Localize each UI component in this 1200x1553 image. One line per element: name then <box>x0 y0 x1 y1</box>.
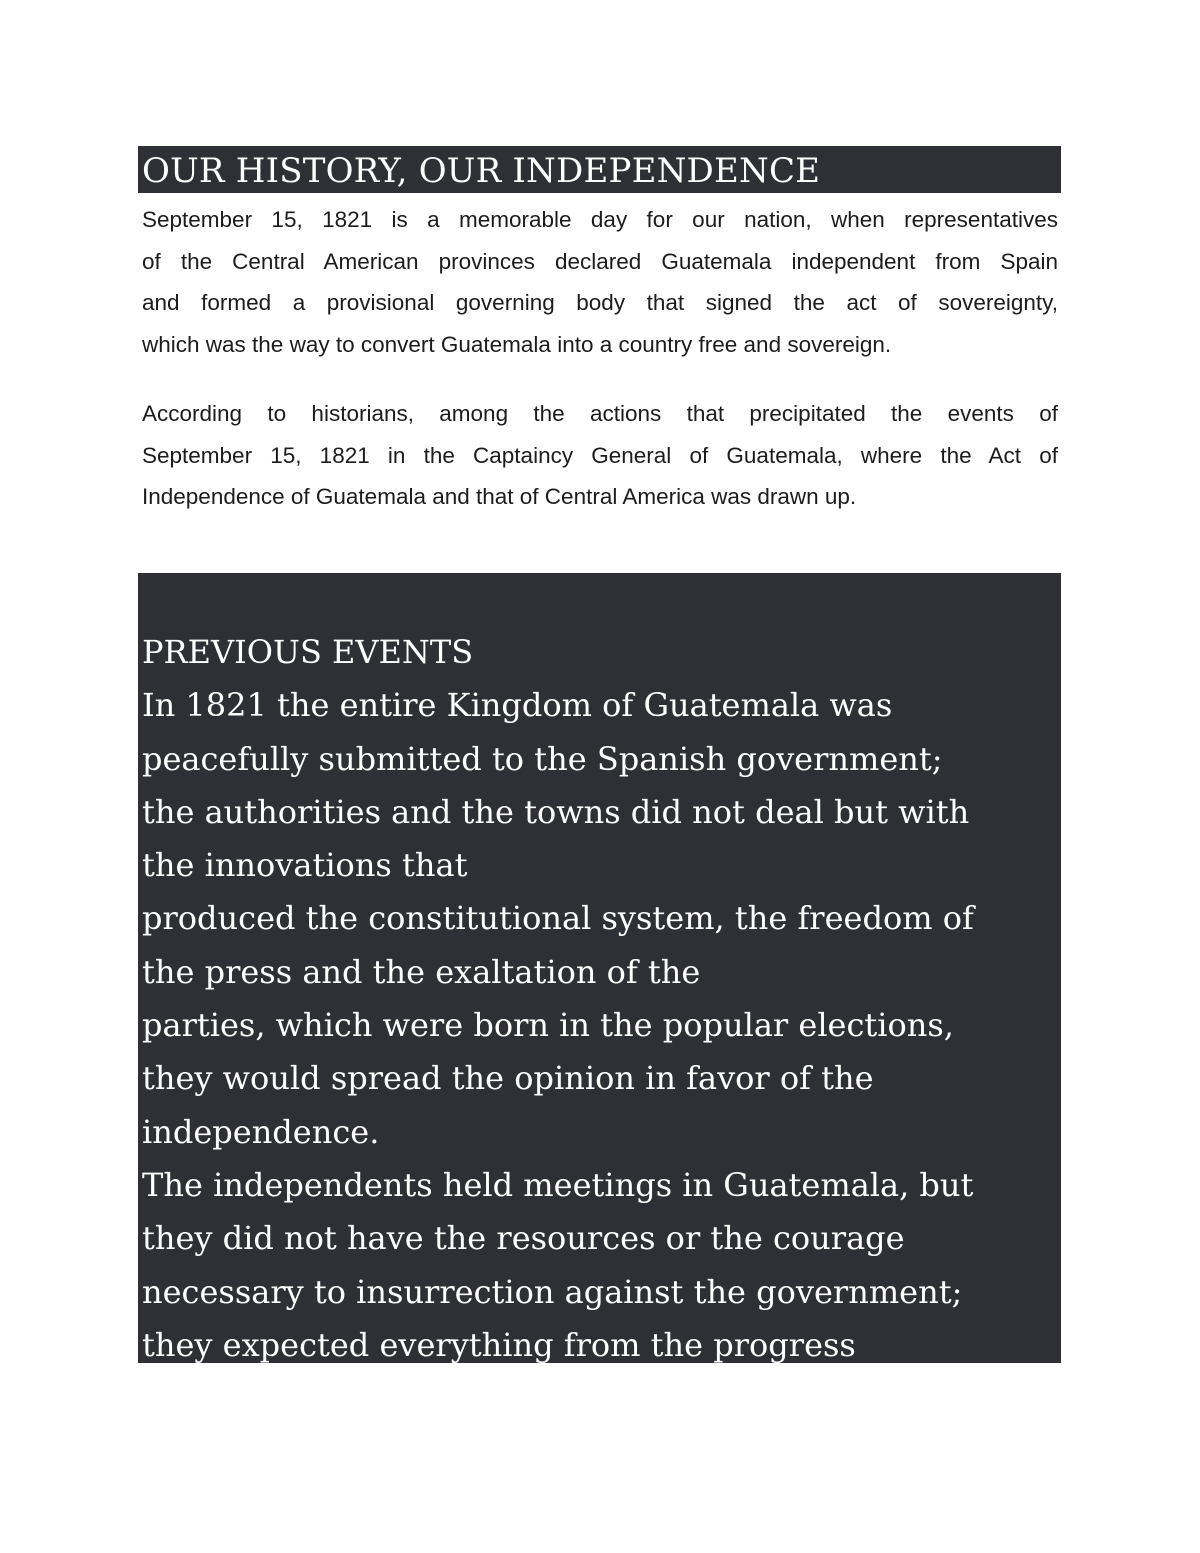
text-line: the innovations that <box>142 846 468 885</box>
text-line: Independence of Guatemala and that of Central America was drawn up. <box>142 484 857 509</box>
page-title: OUR HISTORY, OUR INDEPENDENCE <box>142 151 821 191</box>
text-line: and formed a provisional governing body that signed the act of sovereignty, <box>142 290 1058 315</box>
section-title: PREVIOUS EVENTS <box>142 633 474 671</box>
text-line: September 15, 1821 in the Captaincy General of Guatemala, where the Act of <box>142 442 1058 468</box>
historians-paragraph <box>142 393 1058 518</box>
previous-events-text <box>142 626 1057 1372</box>
text-line: necessary to insurrection against the government; <box>142 1272 963 1311</box>
text-line: which was the way to convert Guatemala into a country free and sovereign. <box>142 331 892 357</box>
text-line: According to historians, among the actions that precipitated the events of <box>142 401 1058 426</box>
text-line: parties, which were born in the popular elections, <box>142 1006 954 1045</box>
intro-paragraph <box>142 199 1058 365</box>
text-line: In 1821 the entire Kingdom of Guatemala was <box>142 686 893 725</box>
text-line: peacefully submitted to the Spanish government; <box>142 739 943 778</box>
text-line: independence. <box>142 1112 380 1151</box>
text-line: of the Central American provinces declared Guatemala independent from Spain <box>142 248 1058 274</box>
text-line: the press and the exaltation of the <box>142 952 701 991</box>
text-line: they would spread the opinion in favor of the <box>142 1059 874 1098</box>
text-line: The independents held meetings in Guatemala, but <box>142 1165 974 1204</box>
text-line: they did not have the resources or the courage <box>142 1219 905 1258</box>
text-line: the authorities and the towns did not deal but with <box>142 792 970 831</box>
text-line: September 15, 1821 is a memorable day for our nation, when representatives <box>142 207 1058 232</box>
text-line: produced the constitutional system, the freedom of <box>142 899 974 938</box>
text-line: they expected everything from the progress <box>142 1325 856 1364</box>
